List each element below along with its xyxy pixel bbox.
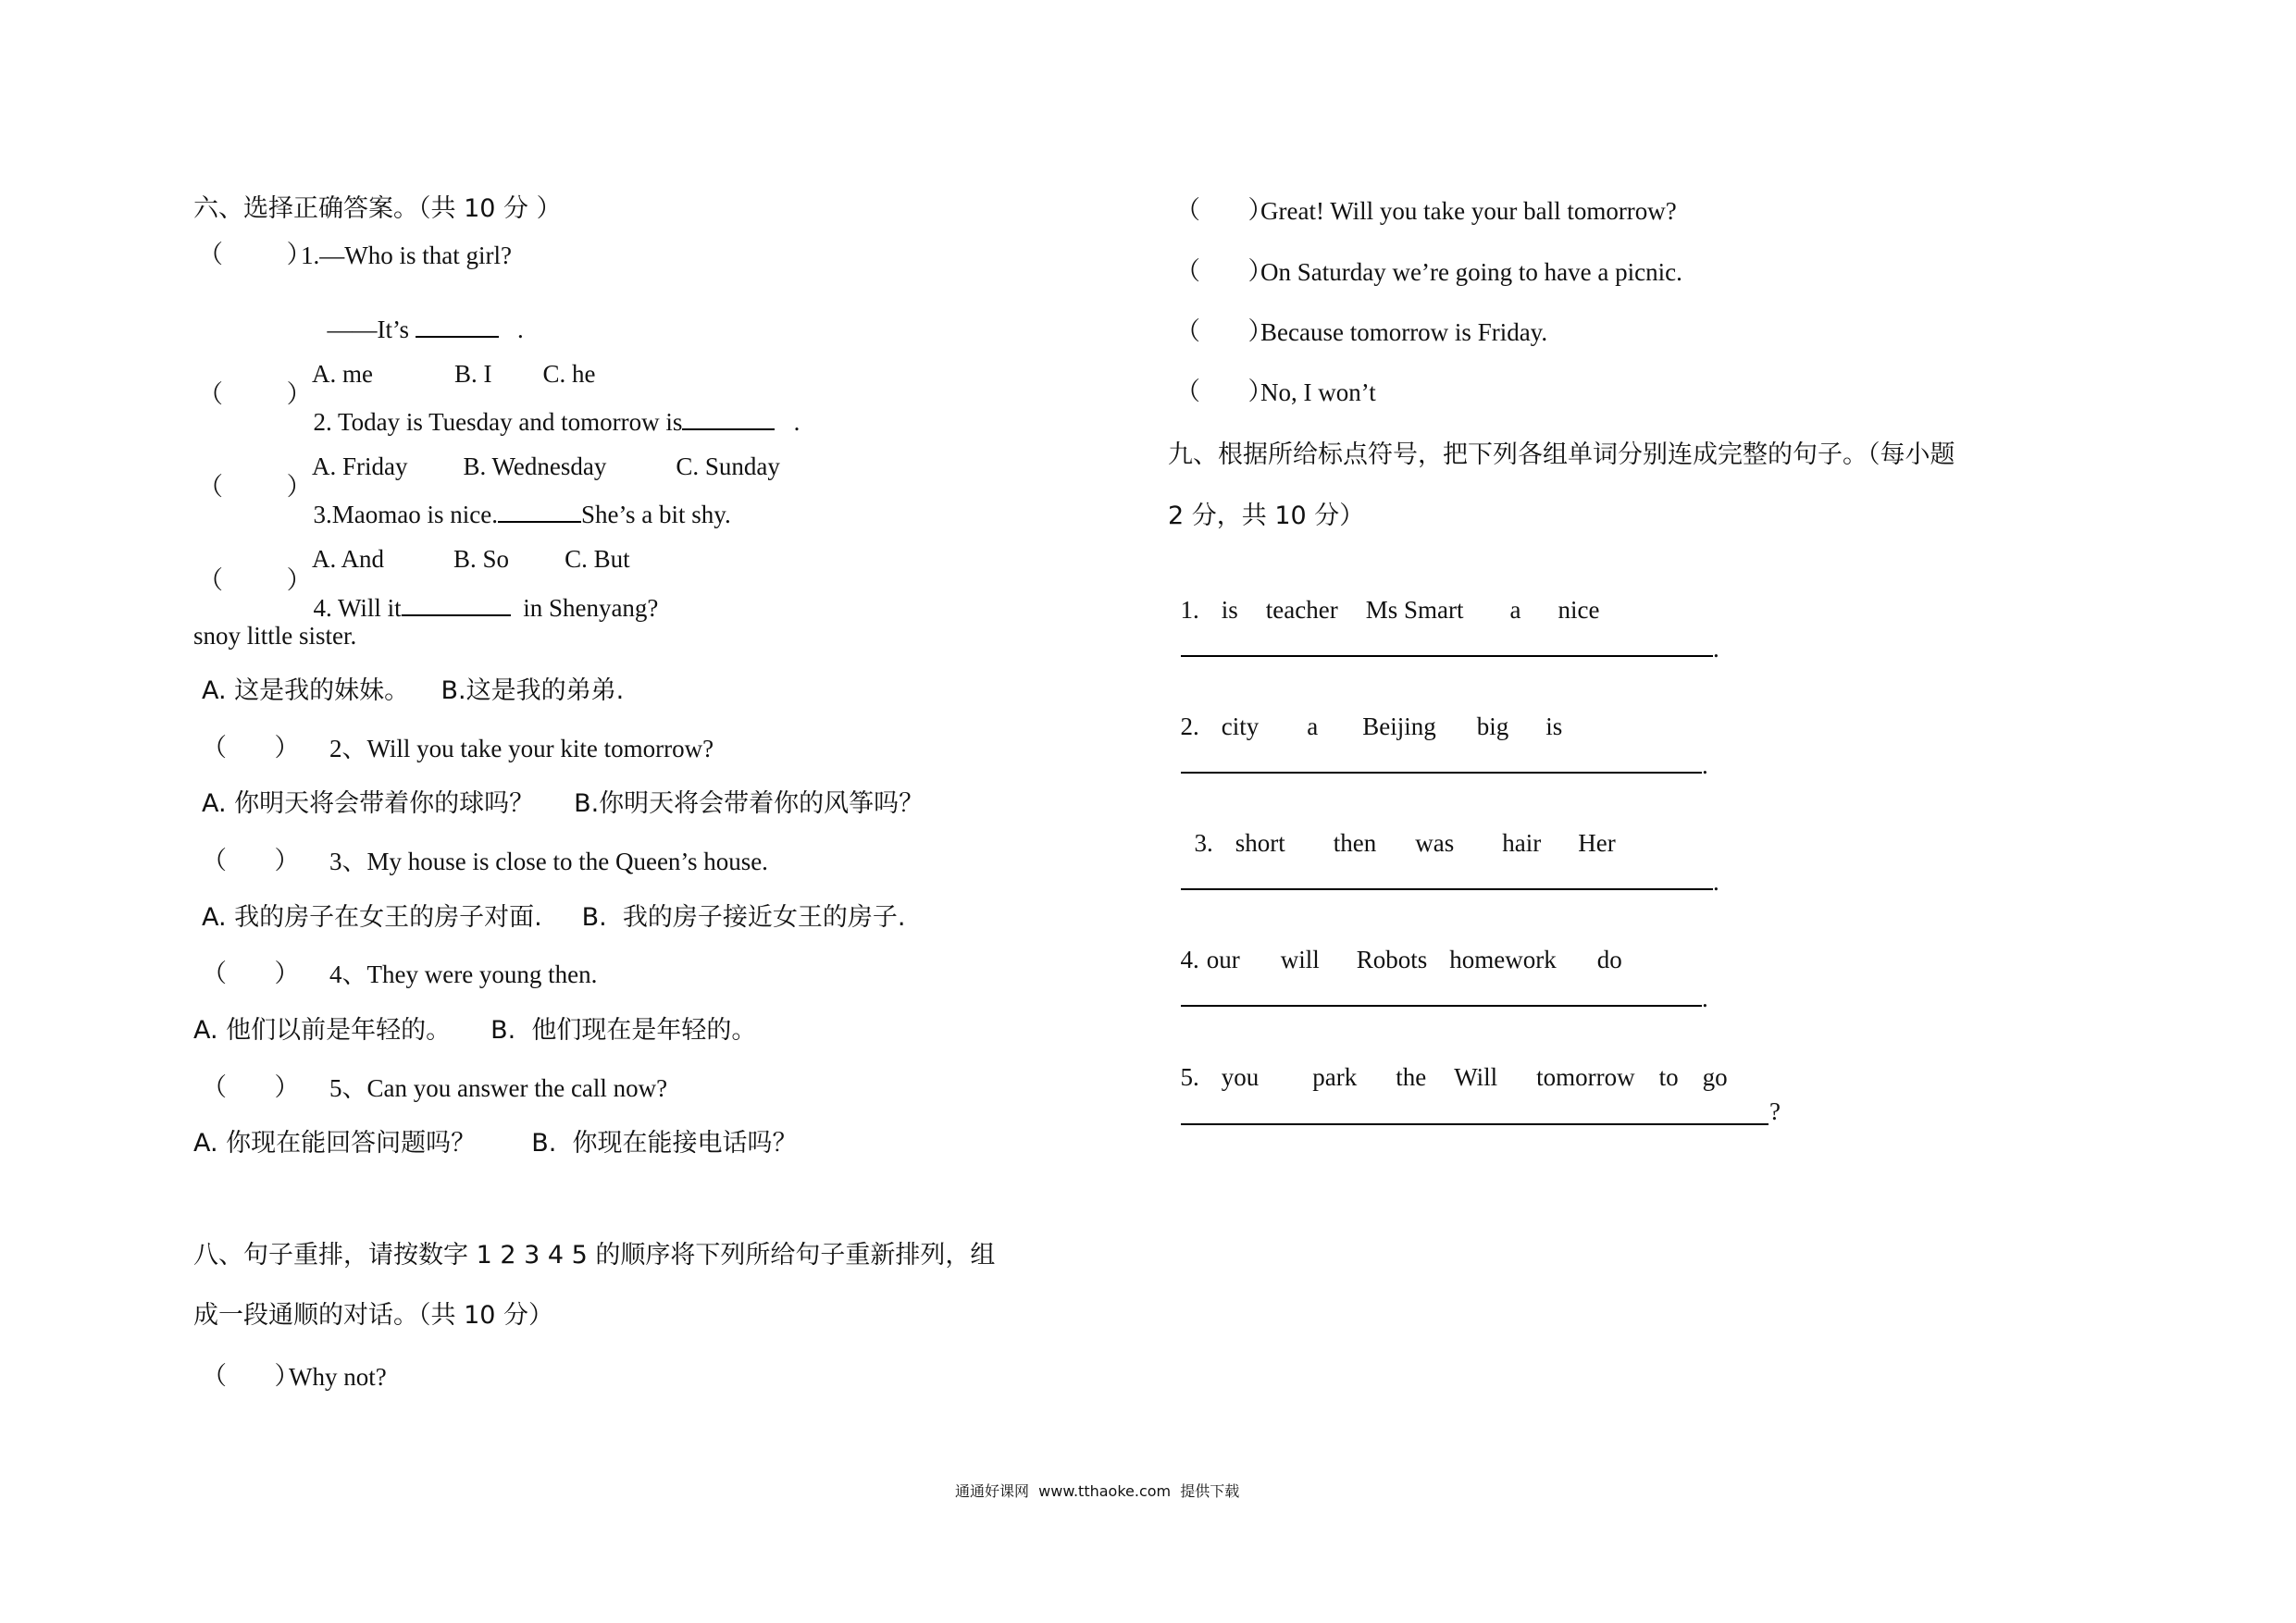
fragment-text: snoy little sister. (193, 622, 357, 650)
options-6-2: A. Friday B. Wednesday C. Sunday (312, 452, 780, 480)
question-7-3: 3、My house is close to the Queen’s house. (329, 848, 768, 875)
options-6-1: A. me B. I C. he (312, 360, 596, 388)
answer-paren-6-2[interactable]: （ ） (198, 380, 312, 409)
sentence-8-5: No, I won’t (1260, 378, 1376, 406)
answer-line-9-1[interactable] (1181, 655, 1713, 657)
answer-paren-8-2[interactable]: （ ） (1175, 196, 1273, 225)
options-7-4: A. 他们以前是年轻的。 B. 他们现在是年轻的。 (193, 1016, 757, 1045)
options-7-2: A. 你明天将会带着你的球吗？ B.你明天将会带着你的风筝吗？ (202, 789, 925, 818)
question-6-1-answer: ——It’s . (327, 316, 524, 343)
answer-line-9-4[interactable] (1181, 1005, 1702, 1007)
answer-line-9-2[interactable] (1181, 772, 1702, 774)
sentence-8-4: Because tomorrow is Friday. (1260, 318, 1548, 346)
end-punct-9-5: ? (1769, 1097, 1781, 1125)
section-9-title-line1: 九、根据所给标点符号，把下列各组单词分别连成完整的句子。（每小题 (1168, 440, 1955, 469)
end-punct-9-3: . (1713, 868, 1719, 896)
sentence-8-2: Great! Will you take your ball tomorrow? (1260, 197, 1677, 225)
section-8-title-line1: 八、句子重排，请按数字 1 2 3 4 5 的顺序将下列所给句子重新排列，组 (193, 1241, 996, 1270)
section-6-title: 六、选择正确答案。（共 10 分 ） (193, 194, 562, 223)
fill-blank-6-3[interactable] (498, 501, 581, 523)
footer-credit: 通通好课网 www.tthaoke.com 提供下载 (955, 1482, 1240, 1500)
answer-line-9-3[interactable] (1181, 888, 1713, 890)
question-7-2: 2、Will you take your kite tomorrow? (329, 735, 714, 762)
question-6-2: 2. Today is Tuesday and tomorrow is . (313, 408, 800, 436)
answer-paren-8-4[interactable]: （ ） (1175, 317, 1273, 346)
end-punct-9-2: . (1702, 751, 1708, 779)
answer-line-9-5[interactable] (1181, 1123, 1769, 1125)
fill-blank-6-4[interactable] (402, 594, 511, 616)
options-7-5: A. 你现在能回答问题吗？ B. 你现在能接电话吗？ (193, 1129, 798, 1158)
answer-paren-7-5[interactable]: （ ） (202, 1073, 300, 1102)
answer-paren-8-3[interactable]: （ ） (1175, 257, 1273, 286)
end-punct-9-4: . (1702, 985, 1708, 1012)
question-6-3: 3.Maomao is nice. She’s a bit shy. (313, 501, 731, 528)
fill-blank-6-1[interactable] (416, 316, 499, 338)
word-group-3: 3. short then was hair Her (1194, 829, 1616, 857)
sentence-8-1: Why not? (289, 1363, 387, 1391)
answer-paren-7-3[interactable]: （ ） (202, 847, 300, 875)
answer-paren-6-1[interactable]: （ ） (198, 241, 312, 269)
answer-paren-8-5[interactable]: （ ） (1175, 378, 1273, 406)
section-8-title-line2: 成一段通顺的对话。（共 10 分） (193, 1301, 554, 1330)
answer-paren-7-4[interactable]: （ ） (202, 960, 300, 988)
question-6-1: 1.—Who is that girl? (301, 242, 512, 269)
question-7-5: 5、Can you answer the call now? (329, 1074, 668, 1102)
answer-paren-6-4[interactable]: （ ） (198, 566, 312, 595)
answer-paren-8-1[interactable]: （ ） (202, 1362, 300, 1391)
question-6-4: 4. Will it in Shenyang? (313, 594, 659, 622)
answer-paren-7-2[interactable]: （ ） (202, 734, 300, 762)
answer-paren-6-3[interactable]: （ ） (198, 473, 312, 502)
fill-blank-6-2[interactable] (682, 408, 775, 430)
section-9-title-line2: 2 分，共 10 分） (1168, 502, 1365, 530)
options-7-3: A. 我的房子在女王的房子对面. B. 我的房子接近女王的房子. (202, 903, 906, 932)
word-group-1: 1. is teacher Ms Smart a nice (1180, 596, 1600, 624)
sentence-8-3: On Saturday we’re going to have a picnic. (1260, 258, 1682, 286)
options-6-3: A. And B. So C. But (312, 545, 630, 573)
word-group-4: 4. our will Robots homework do (1180, 946, 1622, 973)
options-7-1: A. 这是我的妹妹。 B.这是我的弟弟. (202, 676, 625, 705)
question-7-4: 4、They were young then. (329, 960, 598, 988)
word-group-5: 5. you park the Will tomorrow to go (1180, 1063, 1728, 1091)
word-group-2: 2. city a Beijing big is (1180, 712, 1563, 740)
end-punct-9-1: . (1713, 635, 1719, 663)
